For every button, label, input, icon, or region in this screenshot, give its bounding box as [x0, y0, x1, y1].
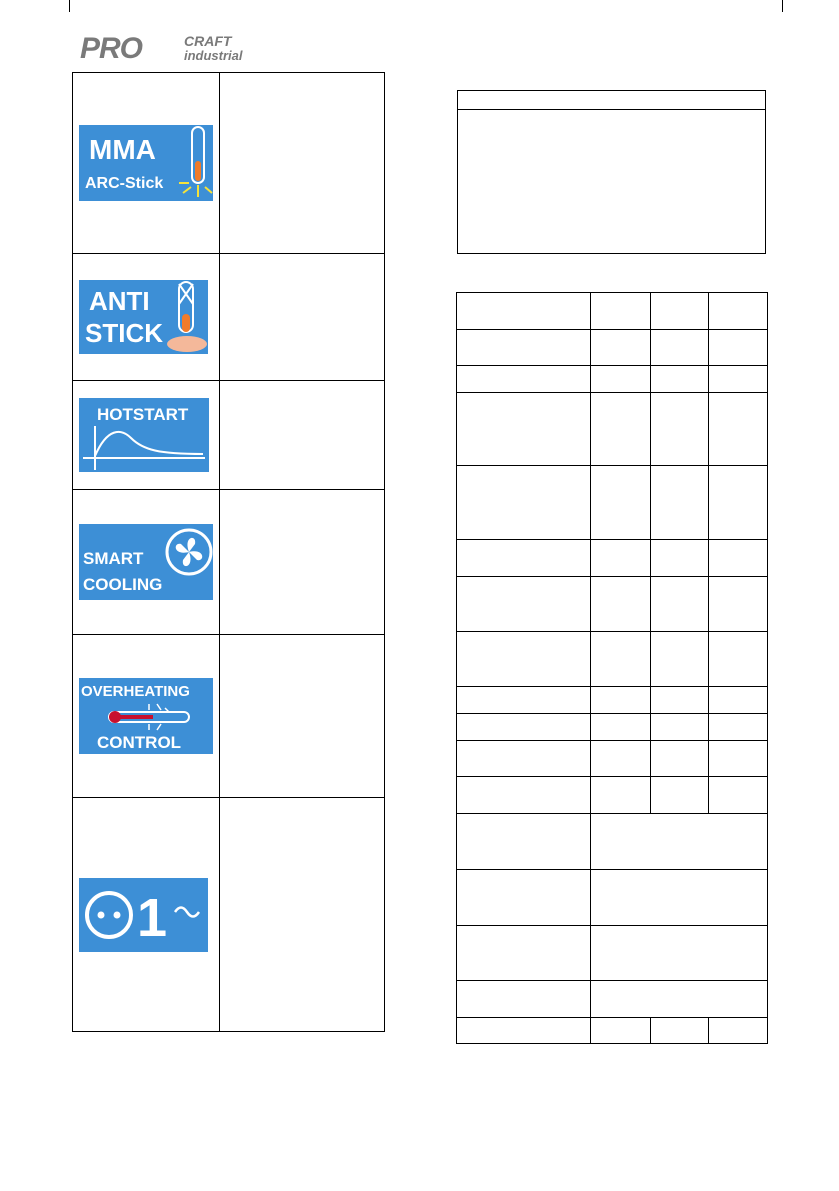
- spec-cell: [457, 366, 591, 393]
- feature-icon-cell: [73, 490, 220, 635]
- logo-main-text: PRO: [80, 33, 143, 63]
- spec-cell: [651, 741, 709, 777]
- svg-text:ARC-Stick: ARC-Stick: [85, 175, 164, 192]
- overheating-control-icon: [79, 678, 213, 754]
- info-box-header: [458, 91, 765, 110]
- feature-row-single-phase: [73, 798, 385, 1032]
- feature-description: [220, 254, 385, 381]
- spec-cell: [457, 330, 591, 366]
- spec-cell: [651, 540, 709, 577]
- spec-cell: [591, 777, 651, 814]
- spec-cell: [591, 632, 651, 687]
- spec-cell: [457, 687, 591, 714]
- spec-cell: [457, 540, 591, 577]
- spec-cell: [457, 577, 591, 632]
- feature-row-hotstart: [73, 381, 385, 490]
- spec-cell: [457, 777, 591, 814]
- svg-text:HOTSTART: HOTSTART: [97, 405, 189, 424]
- spec-cell: [651, 777, 709, 814]
- spec-merged-cell: [591, 870, 768, 926]
- table-row: [457, 632, 768, 687]
- svg-text:MMA: MMA: [89, 134, 156, 165]
- spec-cell: [457, 814, 591, 870]
- smart-cooling-icon: [79, 524, 213, 600]
- feature-icon-cell: [73, 73, 220, 254]
- feature-row-smart-cooling: [73, 490, 385, 635]
- svg-text:OVERHEATING: OVERHEATING: [81, 683, 190, 700]
- spec-cell: [457, 293, 591, 330]
- spec-cell: [709, 540, 768, 577]
- spec-cell: [651, 466, 709, 540]
- feature-table: [72, 72, 385, 1032]
- crop-mark-left: [69, 0, 70, 12]
- mma-arc-stick-icon: [79, 125, 213, 201]
- table-row: [457, 870, 768, 926]
- spec-cell: [457, 393, 591, 466]
- logo-sub-text: industrial: [184, 48, 243, 63]
- spec-cell: [709, 632, 768, 687]
- logo-craft-text: CRAFT: [184, 33, 232, 49]
- table-row: [457, 1018, 768, 1044]
- spec-cell: [457, 741, 591, 777]
- spec-cell: [651, 1018, 709, 1044]
- feature-icon-cell: [73, 254, 220, 381]
- spec-cell: [709, 741, 768, 777]
- crop-mark-right: [782, 0, 783, 12]
- table-row: [457, 741, 768, 777]
- table-row: [457, 814, 768, 870]
- spec-cell: [591, 714, 651, 741]
- table-row: [457, 293, 768, 330]
- spec-cell: [651, 366, 709, 393]
- spec-cell: [591, 1018, 651, 1044]
- spec-cell: [709, 330, 768, 366]
- spec-cell: [457, 1018, 591, 1044]
- spec-cell: [457, 926, 591, 981]
- svg-text:CONTROL: CONTROL: [97, 733, 182, 752]
- anti-stick-icon: [79, 280, 208, 354]
- svg-text:COOLING: COOLING: [83, 575, 163, 594]
- spec-cell: [457, 714, 591, 741]
- table-row: [457, 777, 768, 814]
- spec-table: [456, 292, 768, 1044]
- spec-cell: [651, 393, 709, 466]
- spec-cell: [457, 632, 591, 687]
- spec-cell: [651, 577, 709, 632]
- feature-description: [220, 381, 385, 490]
- spec-cell: [709, 293, 768, 330]
- spec-merged-cell: [591, 926, 768, 981]
- svg-text:ANTI: ANTI: [89, 286, 150, 316]
- spec-cell: [709, 393, 768, 466]
- spec-cell: [591, 577, 651, 632]
- table-row: [457, 330, 768, 366]
- spec-cell: [709, 714, 768, 741]
- feature-description: [220, 73, 385, 254]
- procraft-logo: [80, 33, 270, 63]
- spec-cell: [709, 466, 768, 540]
- feature-description: [220, 490, 385, 635]
- spec-merged-cell: [591, 981, 768, 1018]
- spec-cell: [457, 870, 591, 926]
- feature-row-overheating-control: [73, 635, 385, 798]
- spec-cell: [591, 741, 651, 777]
- spec-cell: [709, 366, 768, 393]
- table-row: [457, 687, 768, 714]
- spec-cell: [591, 293, 651, 330]
- feature-icon-cell: [73, 381, 220, 490]
- table-row: [457, 366, 768, 393]
- spec-cell: [709, 1018, 768, 1044]
- info-box-body: [458, 110, 765, 254]
- table-row: [457, 926, 768, 981]
- spec-cell: [651, 293, 709, 330]
- spec-cell: [591, 687, 651, 714]
- table-row: [457, 714, 768, 741]
- spec-cell: [709, 687, 768, 714]
- feature-description: [220, 635, 385, 798]
- feature-icon-cell: [73, 635, 220, 798]
- spec-cell: [591, 393, 651, 466]
- table-row: [457, 393, 768, 466]
- single-phase-socket-icon: [79, 878, 208, 952]
- spec-cell: [651, 632, 709, 687]
- spec-cell: [651, 714, 709, 741]
- spec-cell: [457, 981, 591, 1018]
- spec-cell: [709, 577, 768, 632]
- spec-cell: [651, 687, 709, 714]
- feature-description: [220, 798, 385, 1032]
- feature-row-mma: [73, 73, 385, 254]
- spec-merged-cell: [591, 814, 768, 870]
- table-row: [457, 466, 768, 540]
- svg-text:1: 1: [137, 887, 168, 948]
- spec-cell: [591, 540, 651, 577]
- table-row: [457, 540, 768, 577]
- spec-cell: [591, 366, 651, 393]
- feature-icon-cell: [73, 798, 220, 1032]
- spec-cell: [591, 466, 651, 540]
- table-row: [457, 577, 768, 632]
- svg-text:SMART: SMART: [83, 549, 144, 568]
- svg-text:STICK: STICK: [85, 318, 163, 348]
- spec-cell: [591, 330, 651, 366]
- info-box: [457, 90, 766, 254]
- spec-cell: [457, 466, 591, 540]
- spec-cell: [651, 330, 709, 366]
- table-row: [457, 981, 768, 1018]
- spec-cell: [709, 777, 768, 814]
- feature-row-anti-stick: [73, 254, 385, 381]
- hotstart-icon: [79, 398, 209, 472]
